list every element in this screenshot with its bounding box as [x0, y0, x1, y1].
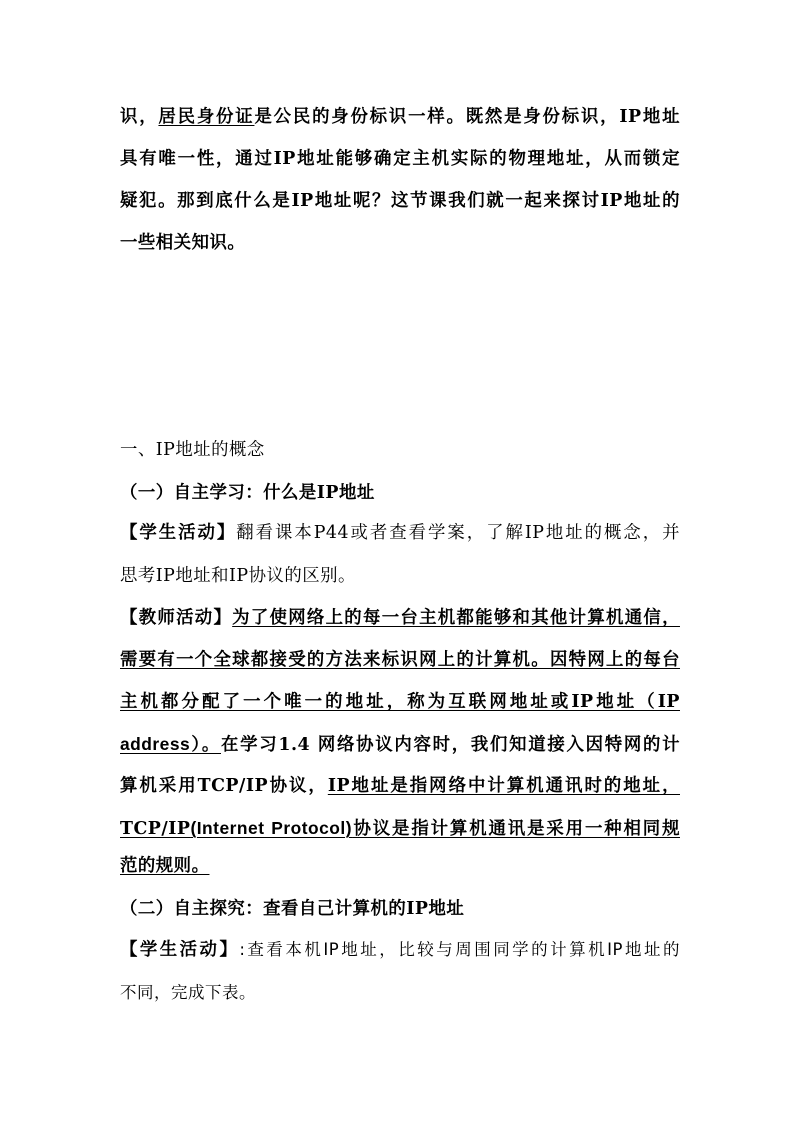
teacher-activity-line-2: 需要有一个全球都接受的方法来标识网上的计算机。因特网上的每台 — [120, 650, 680, 670]
text-run: 算机采用TCP/IP协议， — [120, 776, 328, 796]
underlined-term: 居民身份证 — [158, 107, 255, 127]
intro-line-4: 一些相关知识。 — [120, 233, 246, 253]
section-heading: 一、IP地址的概念 — [120, 440, 265, 460]
text-run: 识， — [120, 107, 159, 127]
text-run: (Internet Protocol) — [190, 818, 353, 838]
text-run: 翻看课本P44或者查看学案，了解IP地址的概念，并 — [236, 523, 680, 543]
student-activity-1-line-2: 思考IP地址和IP协议的区别。 — [120, 566, 356, 586]
text-run: 协议是指计算机通讯是采用一种相同规 — [352, 819, 680, 839]
intro-line-2: 具有唯一性，通过IP地址能够确定主机实际的物理地址，从而锁定 — [120, 149, 680, 169]
text-run: :查看本机IP地址，比较与周围同学的计算机IP地址的 — [239, 940, 680, 959]
teacher-activity-line-4 — [120, 732, 680, 757]
teacher-activity-line-1 — [120, 606, 680, 630]
teacher-activity-line-7: 范的规则。 — [120, 856, 210, 876]
teacher-activity-line-3: 主机都分配了一个唯一的地址，称为互联网地址或IP地址（IP — [120, 692, 680, 712]
activity-tag: 【学生活动】 — [120, 523, 237, 543]
text-run: TCP/IP — [120, 819, 191, 839]
student-activity-2-line-2: 不同，完成下表。 — [120, 983, 256, 1002]
subsection-1-heading: （一）自主学习：什么是IP地址 — [120, 483, 375, 503]
teacher-activity-line-6 — [120, 816, 680, 841]
intro-line-1 — [120, 105, 680, 129]
intro-line-3: 疑犯。那到底什么是IP地址呢？这节课我们就一起来探讨IP地址的 — [120, 191, 680, 211]
subsection-2-heading: （二）自主探究：查看自己计算机的IP地址 — [120, 899, 465, 919]
text-run: 是公民的身份标识一样。既然是身份标识，IP地址 — [254, 107, 680, 127]
text-run: 在学习1.4 网络协议内容时，我们知道接入因特网的计 — [220, 735, 680, 755]
student-activity-1-line-1 — [120, 521, 680, 545]
student-activity-2-line-1 — [120, 938, 680, 962]
activity-tag: 【学生活动】 — [120, 940, 240, 960]
teacher-activity-line-5 — [120, 774, 680, 798]
activity-tag: 【教师活动】 — [120, 608, 233, 628]
underlined-text: address）。 — [120, 734, 221, 754]
underlined-text: IP地址是指网络中计算机通讯时的地址， — [327, 776, 680, 796]
underlined-text: 为了使网络上的每一台主机都能够和其他计算机通信， — [232, 608, 680, 628]
